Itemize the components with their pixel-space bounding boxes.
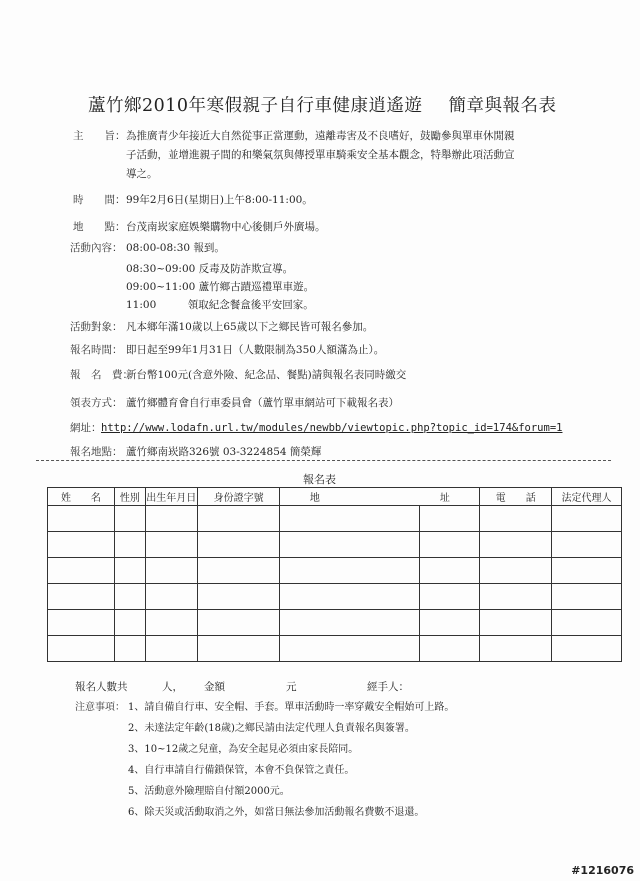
table-row (48, 636, 622, 662)
amount-label: 金額 (204, 681, 225, 693)
guardian-cell[interactable] (552, 532, 622, 558)
purpose-label: 主 旨： (73, 130, 126, 142)
address-cell-2[interactable] (420, 558, 480, 584)
address-cell[interactable] (280, 506, 420, 532)
phone-cell[interactable] (480, 636, 552, 662)
title-suffix: 簡章與報名表 (448, 96, 557, 116)
address-cell[interactable] (280, 636, 420, 662)
guardian-cell[interactable] (552, 610, 622, 636)
note-item: 5、活動意外險理賠自付額2000元。 (128, 786, 290, 797)
content-label: 活動內容： (70, 242, 123, 254)
content-item: 11:00 領取紀念餐盒後平安回家。 (126, 299, 314, 311)
id-cell[interactable] (197, 636, 280, 662)
header-address-2: 址 (439, 493, 450, 504)
id-cell[interactable] (197, 532, 280, 558)
title-main: 蘆竹鄉2010年寒假親子自行車健康逍遙遊 (88, 96, 423, 116)
gender-cell[interactable] (114, 636, 145, 662)
id-cell[interactable] (197, 558, 280, 584)
website-link[interactable]: http://www.lodafn.url.tw/modules/newbb/viewtopic.php?topic_id=174&forum=1 (101, 422, 563, 434)
place-value: 台茂南崁家庭娛樂購物中心後側戶外廣場。 (126, 221, 326, 233)
form-source-label: 領表方式： (70, 397, 123, 409)
header-phone: 電 話 (480, 488, 552, 506)
gender-cell[interactable] (114, 610, 145, 636)
address-cell-2[interactable] (420, 610, 480, 636)
reg-time-label: 報名時間： (70, 344, 123, 356)
header-id-number: 身份證字號 (197, 488, 280, 506)
document-id-stamp: #1216076 (571, 864, 634, 877)
id-cell[interactable] (197, 506, 280, 532)
name-cell[interactable] (48, 636, 115, 662)
purpose-line: 導之。 (126, 168, 158, 180)
guardian-cell[interactable] (552, 506, 622, 532)
gender-cell[interactable] (114, 584, 145, 610)
address-cell[interactable] (280, 610, 420, 636)
content-item: 09:00~11:00 蘆竹鄉古蹟巡禮單車遊。 (126, 281, 315, 293)
gender-cell[interactable] (114, 506, 145, 532)
people-unit: 人， (162, 681, 183, 693)
purpose-line: 為推廣青少年接近大自然從事正當運動，遠離毒害及不良嗜好，鼓勵參與單車休閒親 (126, 130, 515, 142)
phone-cell[interactable] (480, 610, 552, 636)
address-cell-2[interactable] (420, 532, 480, 558)
table-row (48, 584, 622, 610)
gender-cell[interactable] (114, 532, 145, 558)
table-row (48, 506, 622, 532)
id-cell[interactable] (197, 584, 280, 610)
address-cell-2[interactable] (420, 584, 480, 610)
phone-cell[interactable] (480, 532, 552, 558)
gender-cell[interactable] (114, 558, 145, 584)
note-item: 4、自行車請自行備鎖保管，本會不負保管之責任。 (128, 765, 355, 776)
birthdate-cell[interactable] (145, 584, 197, 610)
guardian-cell[interactable] (552, 636, 622, 662)
time-value: 99年2月6日(星期日)上午8:00-11:00。 (126, 194, 313, 206)
header-birthdate: 出生年月日 (145, 488, 197, 506)
content-item: 08:30~09:00 反毒及防詐欺宣導。 (126, 263, 294, 275)
name-cell[interactable] (48, 584, 115, 610)
registration-table (47, 487, 622, 662)
phone-cell[interactable] (480, 558, 552, 584)
birthdate-cell[interactable] (145, 506, 197, 532)
table-header-row (48, 488, 622, 506)
content-item: 08:00-08:30 報到。 (126, 242, 225, 254)
page-title (88, 92, 557, 117)
name-cell[interactable] (48, 532, 115, 558)
header-guardian: 法定代理人 (552, 488, 622, 506)
fee-label: 報 名 費： (70, 369, 133, 381)
birthdate-cell[interactable] (145, 558, 197, 584)
website-label: 網址： (70, 422, 102, 434)
table-row (48, 610, 622, 636)
yuan-label: 元 (286, 681, 297, 693)
handler-label: 經手人： (367, 681, 409, 693)
phone-cell[interactable] (480, 584, 552, 610)
birthdate-cell[interactable] (145, 532, 197, 558)
place-label: 地 點： (73, 221, 126, 233)
header-address (280, 488, 480, 506)
header-address-1: 地 (309, 493, 320, 504)
form-title: 報名表 (303, 473, 336, 486)
form-source-value: 蘆竹鄉體育會自行車委員會（蘆竹單車網站可下載報名表） (126, 397, 399, 409)
name-cell[interactable] (48, 558, 115, 584)
purpose-line: 子活動，並增進親子間的和樂氣氛與傳授單車騎乘安全基本觀念，特舉辦此項活動宣 (126, 149, 515, 161)
address-cell[interactable] (280, 532, 420, 558)
header-name: 姓 名 (48, 488, 115, 506)
birthdate-cell[interactable] (145, 610, 197, 636)
table-row (48, 532, 622, 558)
name-cell[interactable] (48, 610, 115, 636)
cut-line (36, 460, 611, 461)
fee-value: 新台幣100元(含意外險、紀念品、餐點)請與報名表同時繳交 (126, 369, 407, 381)
reg-place-value: 蘆竹鄉南崁路326號 03-3224854 簡榮輝 (126, 446, 322, 458)
phone-cell[interactable] (480, 506, 552, 532)
target-label: 活動對象： (70, 321, 123, 333)
target-value: 凡本鄉年滿10歲以上65歲以下之鄉民皆可報名參加。 (126, 321, 374, 333)
address-cell[interactable] (280, 558, 420, 584)
guardian-cell[interactable] (552, 558, 622, 584)
table-row (48, 558, 622, 584)
reg-place-label: 報名地點： (70, 446, 123, 458)
count-label: 報名人數共 (75, 681, 128, 693)
guardian-cell[interactable] (552, 584, 622, 610)
id-cell[interactable] (197, 610, 280, 636)
reg-time-value: 即日起至99年1月31日（人數限制為350人額滿為止）。 (126, 344, 385, 356)
note-item: 1、請自備自行車、安全帽、手套。單車活動時一率穿戴安全帽始可上路。 (128, 702, 455, 713)
header-gender: 性別 (114, 488, 145, 506)
note-item: 3、10~12歲之兒童，為安全起見必須由家長陪同。 (128, 744, 359, 755)
address-cell-2[interactable] (420, 636, 480, 662)
name-cell[interactable] (48, 506, 115, 532)
note-item: 6、除天災或活動取消之外，如當日無法參加活動報名費數不退還。 (128, 807, 425, 818)
birthdate-cell[interactable] (145, 636, 197, 662)
time-label: 時 間： (73, 194, 126, 206)
address-cell[interactable] (280, 584, 420, 610)
notes-label: 注意事項： (75, 702, 125, 713)
address-cell-2[interactable] (420, 506, 480, 532)
note-item: 2、未達法定年齡(18歲)之鄉民請由法定代理人負責報名與簽署。 (128, 723, 415, 734)
